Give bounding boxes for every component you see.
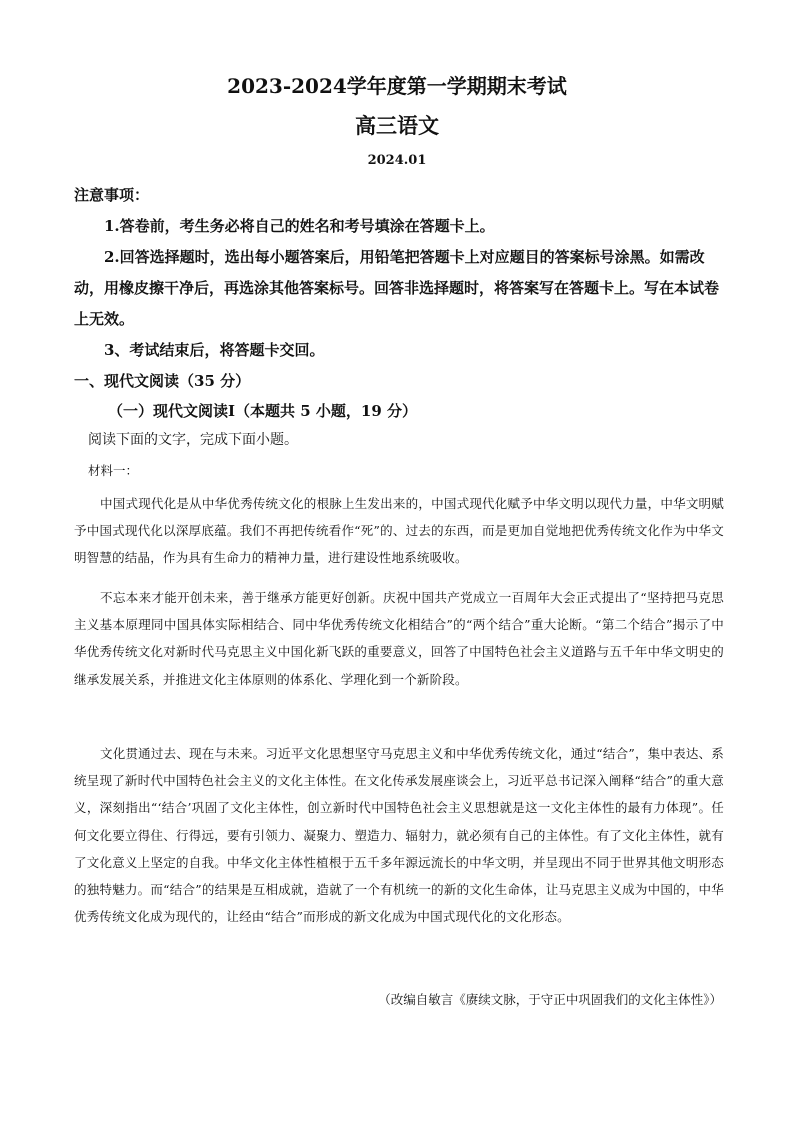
exam-date: 2024.01 [367,153,427,168]
note-item-1: 1.答卷前，考生务必将自己的姓名和考号填涂在答题卡上。 [104,217,495,235]
subject-title: 高三语文 [355,113,439,138]
material-paragraph: 文化贯通过去、现在与未来。习近平文化思想坚守马克思主义和中华优秀传统文化，通过“结合”，集中表达、系统呈现了新时代中国特色社会主义的文化主体性。在文化传承发展座谈会上，习近平总书记深入阐释“结合”的重大意义，深刻指出“‘结合’巩固了文化主体性，创立新时代中国特色社会主义思想就是这一文化主体性的最有力体现”。任何文化要立得住、行得远，要有引领力、凝聚力、塑造力、辐射力，就必须有自己的主体性。有了文化主体性，就有了文化意义上坚定的自我。中华文化主体性植根于五千多年源远流长的中华文明，并呈现出不同于世界其他文明形态的独特魅力。而“结合”的结果是互相成就，造就了一个有机统一的新的文化生命体，让马克思主义成为中国的，中华优秀传统文化成为现代的，让经由“结合”而形成的新文化成为中国式现代化的文化形态。 [74,746,724,925]
material-label: 材料一： [88,463,139,478]
material-paragraph: 不忘本来才能开创未来，善于继承方能更好创新。庆祝中国共产党成立一百周年大会正式提出了“坚持把马克思主义基本原理同中国具体实际相结合、同中华优秀传统文化相结合”的“两个结合”重大论断。“第二个结合”揭示了中华优秀传统文化对新时代马克思主义中国化新飞跃的重要意义，回答了中国特色社会主义道路与五千年中华文明史的继承发展关系，并推进文化主体原则的体系化、学理化到一个新阶段。 [74,590,724,687]
reading-instruction: 阅读下面的文字，完成下面小题。 [88,432,298,448]
note-item-3: 3、考试结束后，将答题卡交回。 [104,341,325,359]
section-heading: 一、现代文阅读（35 分） [74,372,251,390]
note-item-2: 2.回答选择题时，选出每小题答案后，用铅笔把答题卡上对应题目的答案标号涂黑。如需改动，用橡皮擦干净后，再选涂其他答案标号。回答非选择题时，将答案写在答题卡上。写在本试卷上无效。 [74,248,720,328]
source-citation: （改编自敏言《赓续文脉，于守正中巩固我们的文化主体性》） [378,992,722,1007]
notes-heading: 注意事项： [74,186,150,204]
material-paragraph: 中国式现代化是从中华优秀传统文化的根脉上生发出来的，中国式现代化赋予中华文明以现代力量，中华文明赋予中国式现代化以深厚底蕴。我们不再把传统看作“死”的、过去的东西，而是更加自觉地把优秀传统文化作为中华文明智慧的结晶，作为具有生命力的精神力量，进行建设性地系统吸收。 [74,496,724,566]
subsection-heading: （一）现代文阅读Ⅰ（本题共 5 小题，19 分） [108,402,417,420]
exam-title: 2023-2024学年度第一学期期末考试 [227,74,567,98]
